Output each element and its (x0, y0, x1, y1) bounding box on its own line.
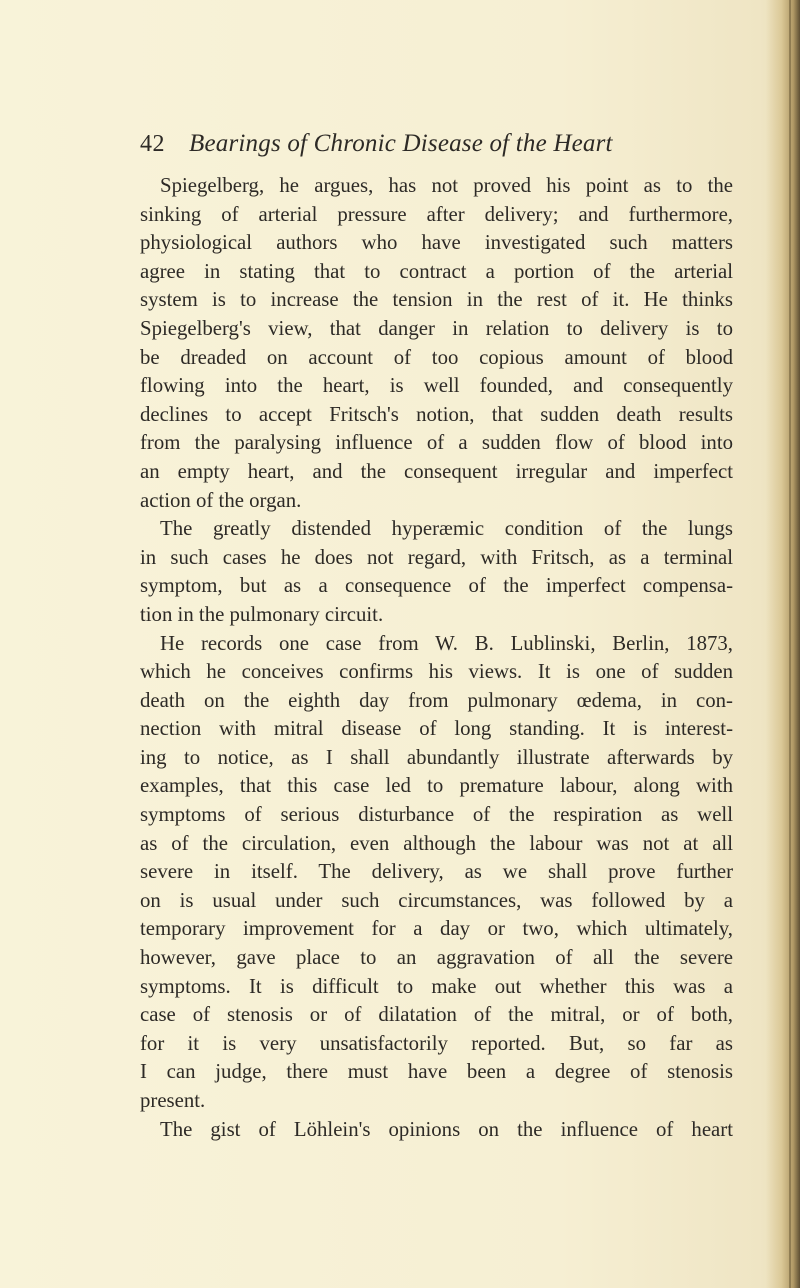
text-line: present. (140, 1089, 206, 1112)
text-line: agree in stating that to contract a portion of the arterial (140, 259, 733, 283)
text-line: however, gave place to an aggravation of all the severe (140, 946, 733, 970)
running-title: Bearings of Chronic Disease of the Heart (189, 130, 613, 157)
text-line: as of the circulation, even although the labour was not at all (140, 831, 733, 855)
text-line: in such cases he does not regard, with Fritsch, as a terminal (140, 545, 733, 569)
text-line: The greatly distended hyperæmic condition of the lungs (160, 517, 733, 541)
text-line: symptom, but as a consequence of the imperfect compensa- (140, 574, 733, 598)
text-line: on is usual under such circumstances, was followed by a (140, 888, 733, 912)
text-line: sinking of arterial pressure after delivery; and furthermore, (140, 202, 733, 226)
text-line: Spiegelberg's view, that danger in relation to delivery is to (140, 316, 733, 340)
text-line: He records one case from W. B. Lublinski, Berlin, 1873, (160, 631, 733, 655)
text-line: action of the organ. (140, 488, 302, 512)
text-line: severe in itself. The delivery, as we shall prove further (140, 860, 733, 884)
text-line: temporary improvement for a day or two, which ultimately, (140, 917, 733, 941)
text-line: examples, that this case led to premature labour, along with (140, 774, 733, 798)
text-line: Spiegelberg, he argues, has not proved his point as to the (160, 174, 733, 197)
text-line: ing to notice, as I shall abundantly illustrate afterwards by (140, 745, 733, 769)
text-line: flowing into the heart, is well founded, and consequently (140, 374, 733, 398)
text-line: symptoms of serious disturbance of the respiration as well (140, 803, 733, 827)
page-number: 42 (140, 131, 165, 157)
text-line: tion in the pulmonary circuit. (140, 602, 384, 626)
text-line: death on the eighth day from pulmonary œdema, in con- (140, 688, 733, 712)
text-line: case of stenosis or of dilatation of the mitral, or of both, (140, 1003, 733, 1027)
text-line: from the paralysing influence of a sudden flow of blood into (140, 431, 733, 455)
page-header (140, 130, 613, 164)
text-line: I can judge, there must have been a degree of stenosis (140, 1060, 733, 1084)
body-text (140, 172, 733, 1144)
text-line: The gist of Löhlein's opinions on the influence of heart (160, 1117, 733, 1141)
page-edge-shadow (766, 0, 800, 1288)
text-line: an empty heart, and the consequent irregular and imperfect (140, 459, 733, 483)
page-binding-edge (789, 0, 791, 1288)
text-line: symptoms. It is difficult to make out whether this was a (140, 974, 733, 998)
text-line: declines to accept Fritsch's notion, that sudden death results (140, 402, 733, 426)
text-line: system is to increase the tension in the rest of it. He thinks (140, 288, 733, 312)
text-line: which he conceives confirms his views. It is one of sudden (140, 660, 733, 684)
text-line: nection with mitral disease of long standing. It is interest- (140, 717, 733, 741)
text-line: for it is very unsatisfactorily reported. But, so far as (140, 1031, 733, 1055)
text-line: physiological authors who have investigated such matters (140, 231, 733, 255)
text-line: be dreaded on account of too copious amount of blood (140, 345, 733, 369)
